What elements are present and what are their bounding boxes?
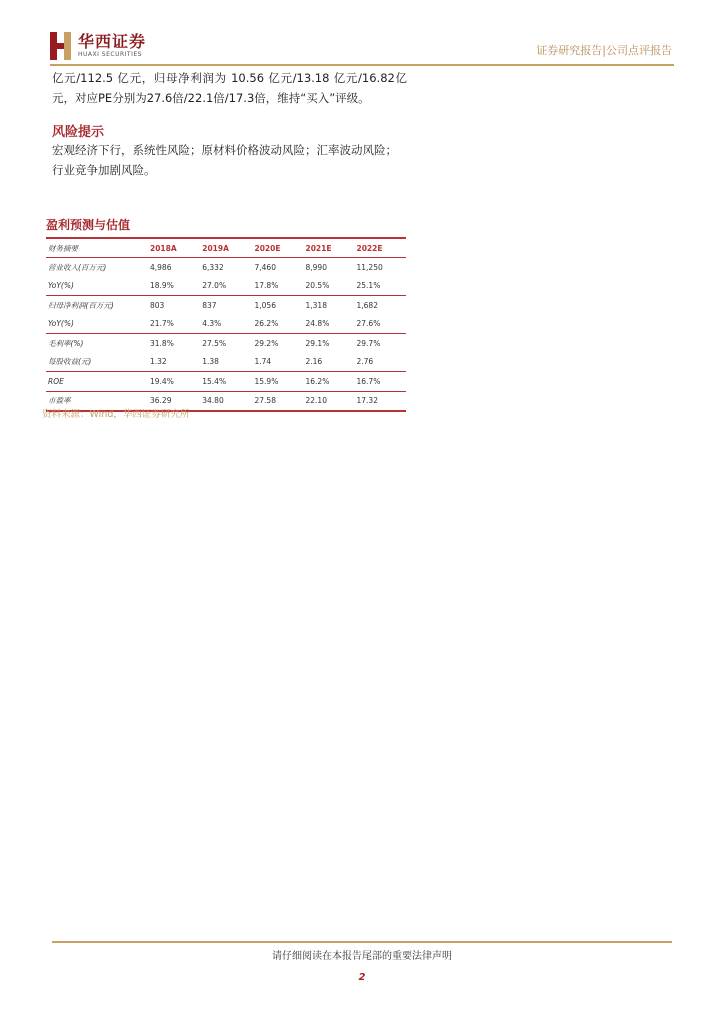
column-header: 2022E <box>355 238 407 258</box>
page-number: 2 <box>358 972 366 983</box>
table-row <box>46 277 406 296</box>
report-type-label: 证券研究报告|公司点评报告 <box>536 44 672 57</box>
column-header: 2019A <box>200 238 252 258</box>
row-label: 毛利率(%) <box>48 338 84 348</box>
table-cell: 36.29 <box>148 391 200 411</box>
table-cell: 29.1% <box>305 338 330 348</box>
table-cell: 27.0% <box>200 277 252 296</box>
forecast-table-title: 盈利预测与估值 <box>46 218 131 232</box>
table-cell: 26.2% <box>253 315 304 334</box>
table-cell: 4.3% <box>200 315 252 334</box>
table-cell: 2.16 <box>304 353 355 372</box>
table-cell: 8,990 <box>305 262 327 272</box>
page-header <box>0 0 724 70</box>
table-cell: 17.8% <box>253 277 304 296</box>
table-cell: 1.38 <box>200 353 252 372</box>
risk-section-title: 风险提示 <box>52 125 105 140</box>
table-cell: 21.7% <box>148 315 200 334</box>
table-cell: 4,986 <box>150 262 172 272</box>
column-header: 2018A <box>148 238 200 258</box>
table-cell: 20.5% <box>304 277 355 296</box>
table-cell: 24.8% <box>304 315 355 334</box>
table-row <box>46 315 406 334</box>
table-row <box>46 296 406 315</box>
table-cell: 1,318 <box>305 300 327 310</box>
column-header: 2020E <box>253 238 304 258</box>
table-cell: 1.74 <box>253 353 304 372</box>
header-label: 财务摘要 <box>46 238 148 258</box>
table-header-row <box>46 238 406 258</box>
footer-divider <box>52 941 672 943</box>
logo-mark-icon <box>50 32 72 60</box>
brand-name-cn: 华西证券 <box>78 32 147 51</box>
forecast-table <box>46 237 406 412</box>
risk-paragraph: 宏观经济下行，系统性风险；原材料价格波动风险；汇率波动风险；行业竞争加剧风险。 <box>52 143 397 177</box>
table-cell: 803 <box>150 300 165 310</box>
column-header: 2021E <box>304 238 355 258</box>
row-label: 营业收入(百万元) <box>48 262 107 272</box>
company-logo <box>50 32 146 60</box>
table-cell: 16.2% <box>304 372 355 392</box>
table-cell: 22.10 <box>304 391 355 411</box>
table-cell: 19.4% <box>148 372 200 392</box>
table-cell: 6,332 <box>202 262 224 272</box>
table-cell: 2.76 <box>355 353 407 372</box>
table-cell: 17.32 <box>355 391 407 411</box>
table-cell: 25.1% <box>355 277 407 296</box>
row-label: ROE <box>46 372 148 392</box>
table-cell: 16.7% <box>355 372 407 392</box>
table-cell: 1.32 <box>148 353 200 372</box>
table-cell: 29.7% <box>356 338 381 348</box>
summary-paragraph: 亿元/112.5 亿元，归母净利润为 10.56 亿元/13.18 亿元/16.82亿元，对应PE分别为27.6倍/22.1倍/17.3倍，维持“买入”评级。 <box>52 71 407 105</box>
table-row <box>46 258 406 277</box>
row-label: 每股收益(元) <box>46 353 148 372</box>
table-cell: 18.9% <box>148 277 200 296</box>
table-cell: 27.6% <box>355 315 407 334</box>
row-label: YoY(%) <box>46 315 148 334</box>
table-cell: 27.5% <box>202 338 227 348</box>
table-cell: 1,682 <box>356 300 378 310</box>
table-cell: 7,460 <box>254 262 276 272</box>
table-cell: 29.2% <box>254 338 279 348</box>
table-cell: 1,056 <box>254 300 276 310</box>
brand-name-en: HUAXI SECURITIES <box>78 51 142 58</box>
table-cell: 27.58 <box>253 391 304 411</box>
header-divider <box>50 64 674 66</box>
table-row <box>46 353 406 372</box>
table-cell: 15.9% <box>253 372 304 392</box>
table-row <box>46 372 406 392</box>
table-cell: 15.4% <box>200 372 252 392</box>
table-cell: 837 <box>202 300 217 310</box>
table-cell: 11,250 <box>356 262 383 272</box>
table-cell: 34.80 <box>200 391 252 411</box>
row-label: YoY(%) <box>46 277 148 296</box>
row-label: 市盈率 <box>46 391 148 411</box>
row-label: 归母净利润(百万元) <box>48 300 114 310</box>
legal-disclaimer: 请仔细阅读在本报告尾部的重要法律声明 <box>272 951 452 962</box>
table-cell: 31.8% <box>150 338 174 348</box>
table-source-note: 资料来源：Wind，华西证券研究所 <box>42 409 190 420</box>
table-row <box>46 334 406 353</box>
